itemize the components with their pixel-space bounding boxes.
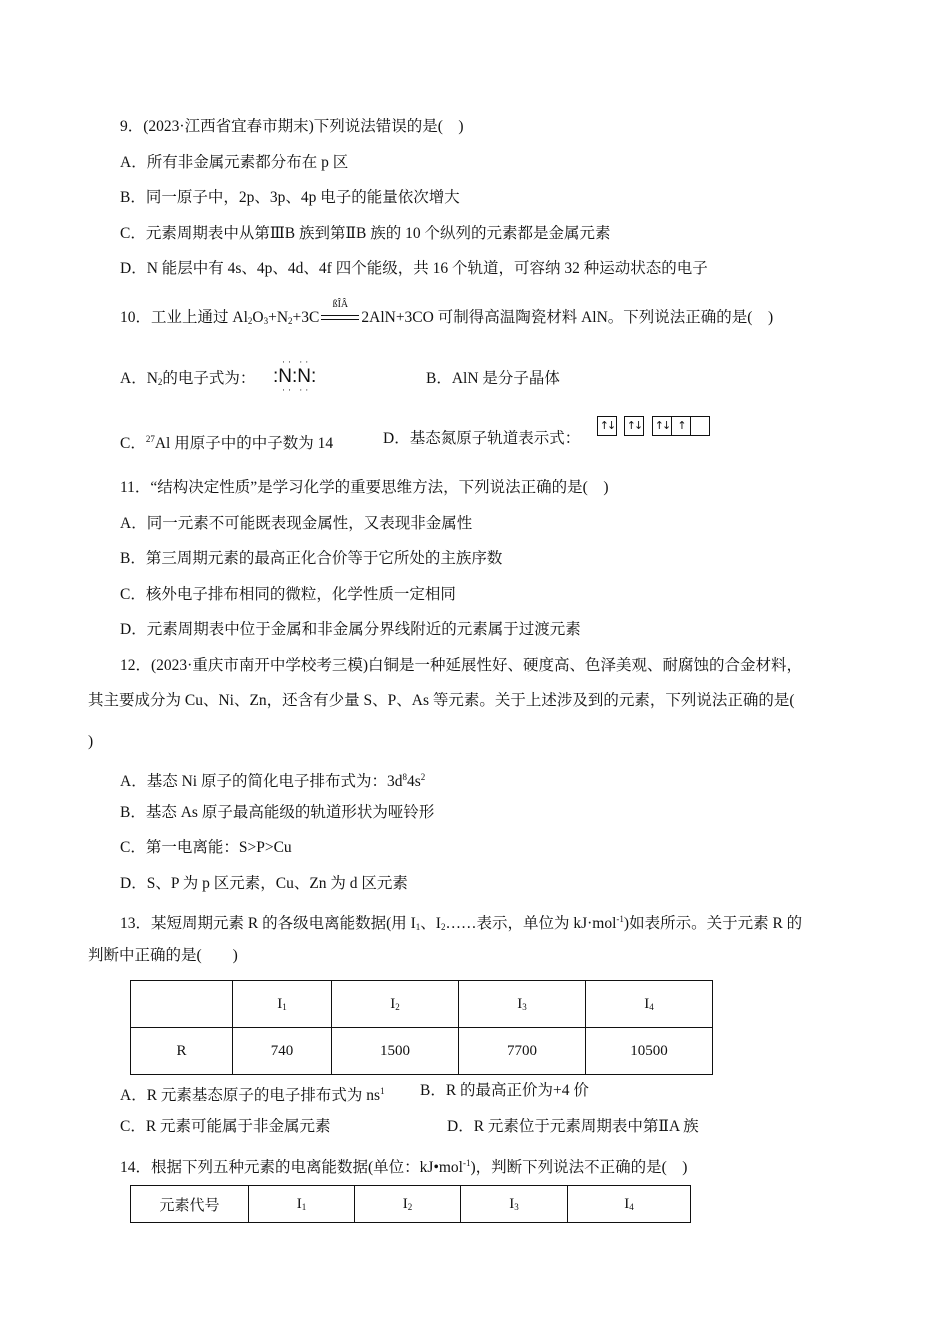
q13-header-cell bbox=[131, 981, 233, 1028]
equal-bar-top bbox=[321, 315, 359, 316]
q13-option-b: B．R 的最高正价为+4 价 bbox=[420, 1082, 589, 1099]
q13-text: 、I bbox=[420, 915, 441, 932]
header-main: I bbox=[644, 995, 650, 1012]
q10-a-subscript: 2 bbox=[157, 377, 163, 387]
q14-ionization-table bbox=[130, 1185, 691, 1223]
q12-a-text: A．基态 Ni 原子的简化电子排布式为：3d bbox=[120, 773, 403, 790]
q13-stem-line2: 判断中正确的是( ) bbox=[88, 947, 238, 964]
q12-option-c: C．第一电离能：S>P>Cu bbox=[120, 839, 292, 856]
q11-option-a: A．同一元素不可能既表现金属性，又表现非金属性 bbox=[120, 515, 473, 532]
header-main: I bbox=[402, 1195, 408, 1212]
header-sub: 2 bbox=[407, 1201, 413, 1212]
q13-subscript: 2 bbox=[440, 922, 446, 932]
orbital-diagram-1s bbox=[597, 416, 621, 436]
header-main: I bbox=[296, 1195, 302, 1212]
q12-a-text: 4s bbox=[406, 773, 421, 790]
q10-subscript: 2 bbox=[288, 316, 293, 326]
q13-header-cell bbox=[332, 981, 459, 1028]
header-main: I bbox=[517, 995, 523, 1012]
q10-c-text: C． bbox=[120, 435, 146, 452]
header-main: I bbox=[277, 995, 283, 1012]
q10-c-text: Al 用原子中的中子数为 14 bbox=[154, 435, 334, 452]
q13-cell: 740 bbox=[233, 1028, 332, 1075]
q10-text: O bbox=[252, 309, 264, 326]
q9-stem: 9．(2023·江西省宜春市期末)下列说法错误的是( ) bbox=[120, 118, 464, 135]
q13-header-cell bbox=[459, 981, 586, 1028]
orbital-box-paired: ↑↓ bbox=[652, 416, 672, 436]
q14-header-cell bbox=[568, 1186, 691, 1223]
q12-option-b: B．基态 As 原子最高能级的轨道形状为哑铃形 bbox=[120, 804, 435, 821]
orbital-diagram-2p bbox=[652, 416, 710, 436]
mass-number-superscript: 27 bbox=[145, 434, 155, 444]
q14-text: 14．根据下列五种元素的电离能数据(单位：kJ•mol bbox=[120, 1159, 463, 1176]
q12-a-superscript: 8 bbox=[402, 772, 407, 782]
q13-subscript: 1 bbox=[415, 922, 421, 932]
q10-option-b: B．AlN 是分子晶体 bbox=[426, 370, 560, 387]
lewis-dots-top: ·· ·· bbox=[282, 357, 312, 367]
q14-superscript: -1 bbox=[462, 1158, 471, 1168]
header-sub: 3 bbox=[514, 1201, 519, 1212]
q12-stem-line1: 12．(2023·重庆市南开中学校考三模)白铜是一种延展性好、硬度高、色泽美观、耐腐蚀的合金材料， bbox=[120, 657, 802, 674]
header-sub: 1 bbox=[282, 1001, 287, 1012]
q10-option-c bbox=[120, 429, 333, 454]
q11-stem: 11．“结构决定性质”是学习化学的重要思维方法，下列说法正确的是( ) bbox=[120, 479, 609, 496]
header-sub: 3 bbox=[522, 1001, 527, 1012]
q14-text: )，判断下列说法不正确的是( ) bbox=[470, 1159, 688, 1176]
orbital-diagram-2s bbox=[624, 416, 648, 436]
q13-cell: 7700 bbox=[459, 1028, 586, 1075]
q14-header-cell bbox=[131, 1186, 249, 1223]
q13-header-cell bbox=[586, 981, 713, 1028]
header-main: I bbox=[509, 1195, 515, 1212]
lewis-dots-bottom: ·· ·· bbox=[282, 385, 312, 395]
q12-option-a bbox=[120, 767, 425, 792]
orbital-box-single: ↑ bbox=[672, 416, 691, 436]
q13-cell: 10500 bbox=[586, 1028, 713, 1075]
reaction-condition: ßÎÂ bbox=[332, 299, 349, 311]
orbital-box-paired: ↑↓ bbox=[597, 416, 617, 436]
q11-option-d: D．元素周期表中位于金属和非金属分界线附近的元素属于过渡元素 bbox=[120, 621, 581, 638]
q9-option-c: C．元素周期表中从第ⅢB 族到第ⅡB 族的 10 个纵列的元素都是金属元素 bbox=[120, 225, 611, 242]
header-sub: 2 bbox=[395, 1001, 400, 1012]
q13-a-text: A．R 元素基态原子的电子排布式为 ns bbox=[120, 1087, 381, 1104]
q10-subscript: 2 bbox=[247, 316, 253, 326]
q10-stem bbox=[120, 299, 774, 331]
q13-option-d: D．R 元素位于元素周期表中第ⅡA 族 bbox=[447, 1118, 699, 1135]
q13-superscript: -1 bbox=[616, 914, 624, 924]
header-main: I bbox=[390, 995, 396, 1012]
q13-table-header-row bbox=[131, 981, 713, 1028]
q12-a-superscript: 2 bbox=[420, 772, 426, 782]
q9-option-d: D．N 能层中有 4s、4p、4d、4f 四个能级，共 16 个轨道，可容纳 32 种运动状态的电子 bbox=[120, 260, 708, 277]
q10-a-text: A．N bbox=[120, 370, 158, 387]
q14-table-header-row bbox=[131, 1186, 691, 1223]
q13-a-superscript: 1 bbox=[380, 1086, 385, 1096]
q13-header-cell bbox=[233, 981, 332, 1028]
header-sub: 1 bbox=[301, 1201, 307, 1212]
q14-header-cell bbox=[249, 1186, 355, 1223]
q12-stem-line2: 其主要成分为 Cu、Ni、Zn，还含有少量 S、P、As 等元素。关于上述涉及到的元素，下列说法正确的是( bbox=[88, 692, 795, 709]
q13-table-row bbox=[131, 1028, 713, 1075]
q12-option-d: D．S、P 为 p 区元素，Cu、Zn 为 d 区元素 bbox=[120, 875, 408, 892]
q11-option-b: B．第三周期元素的最高正化合价等于它所处的主族序数 bbox=[120, 550, 503, 567]
q10-a-text: 的电子式为： bbox=[162, 370, 256, 387]
q10-option-d: D．基态氮原子轨道表示式： bbox=[383, 430, 581, 447]
q10-subscript: 3 bbox=[263, 316, 269, 326]
header-sub: 4 bbox=[649, 1001, 654, 1012]
header-sub: 4 bbox=[629, 1201, 634, 1212]
q13-stem-line1 bbox=[120, 909, 802, 937]
q13-text: 13．某短周期元素 R 的各级电离能数据(用 I bbox=[120, 915, 416, 932]
reaction-condition-arrow bbox=[321, 299, 359, 328]
q13-cell: 1500 bbox=[332, 1028, 459, 1075]
q10-text: +3C bbox=[292, 309, 320, 326]
orbital-box-paired: ↑↓ bbox=[624, 416, 644, 436]
header-main: 元素代号 bbox=[159, 1197, 220, 1214]
q10-option-a bbox=[120, 369, 255, 392]
q10-text: +N bbox=[268, 309, 289, 326]
q13-ionization-table bbox=[130, 980, 713, 1075]
header-main: I bbox=[624, 1195, 630, 1212]
q13-option-a bbox=[120, 1081, 385, 1106]
q9-option-a: A．所有非金属元素都分布在 p 区 bbox=[120, 154, 349, 171]
q13-text: )如表所示。关于元素 R 的 bbox=[623, 915, 803, 932]
q12-stem-line3: ) bbox=[88, 733, 94, 750]
orbital-box-empty bbox=[691, 416, 710, 436]
q11-option-c: C．核外电子排布相同的微粒，化学性质一定相同 bbox=[120, 586, 456, 603]
q9-option-b: B．同一原子中，2p、3p、4p 电子的能量依次增大 bbox=[120, 189, 460, 206]
q10-text: 10．工业上通过 Al bbox=[120, 309, 248, 326]
equal-bar-bottom bbox=[321, 319, 359, 320]
q13-option-c: C．R 元素可能属于非金属元素 bbox=[120, 1118, 331, 1135]
q10-text: 2AlN+3CO 可制得高温陶瓷材料 AlN。下列说法正确的是( ) bbox=[361, 309, 774, 326]
q13-text: ……表示，单位为 kJ·mol bbox=[445, 915, 617, 932]
q14-stem bbox=[120, 1153, 687, 1178]
q13-cell: R bbox=[131, 1028, 233, 1075]
n2-lewis-structure: :N:N: bbox=[273, 366, 317, 387]
q14-header-cell bbox=[461, 1186, 568, 1223]
q14-header-cell bbox=[355, 1186, 461, 1223]
